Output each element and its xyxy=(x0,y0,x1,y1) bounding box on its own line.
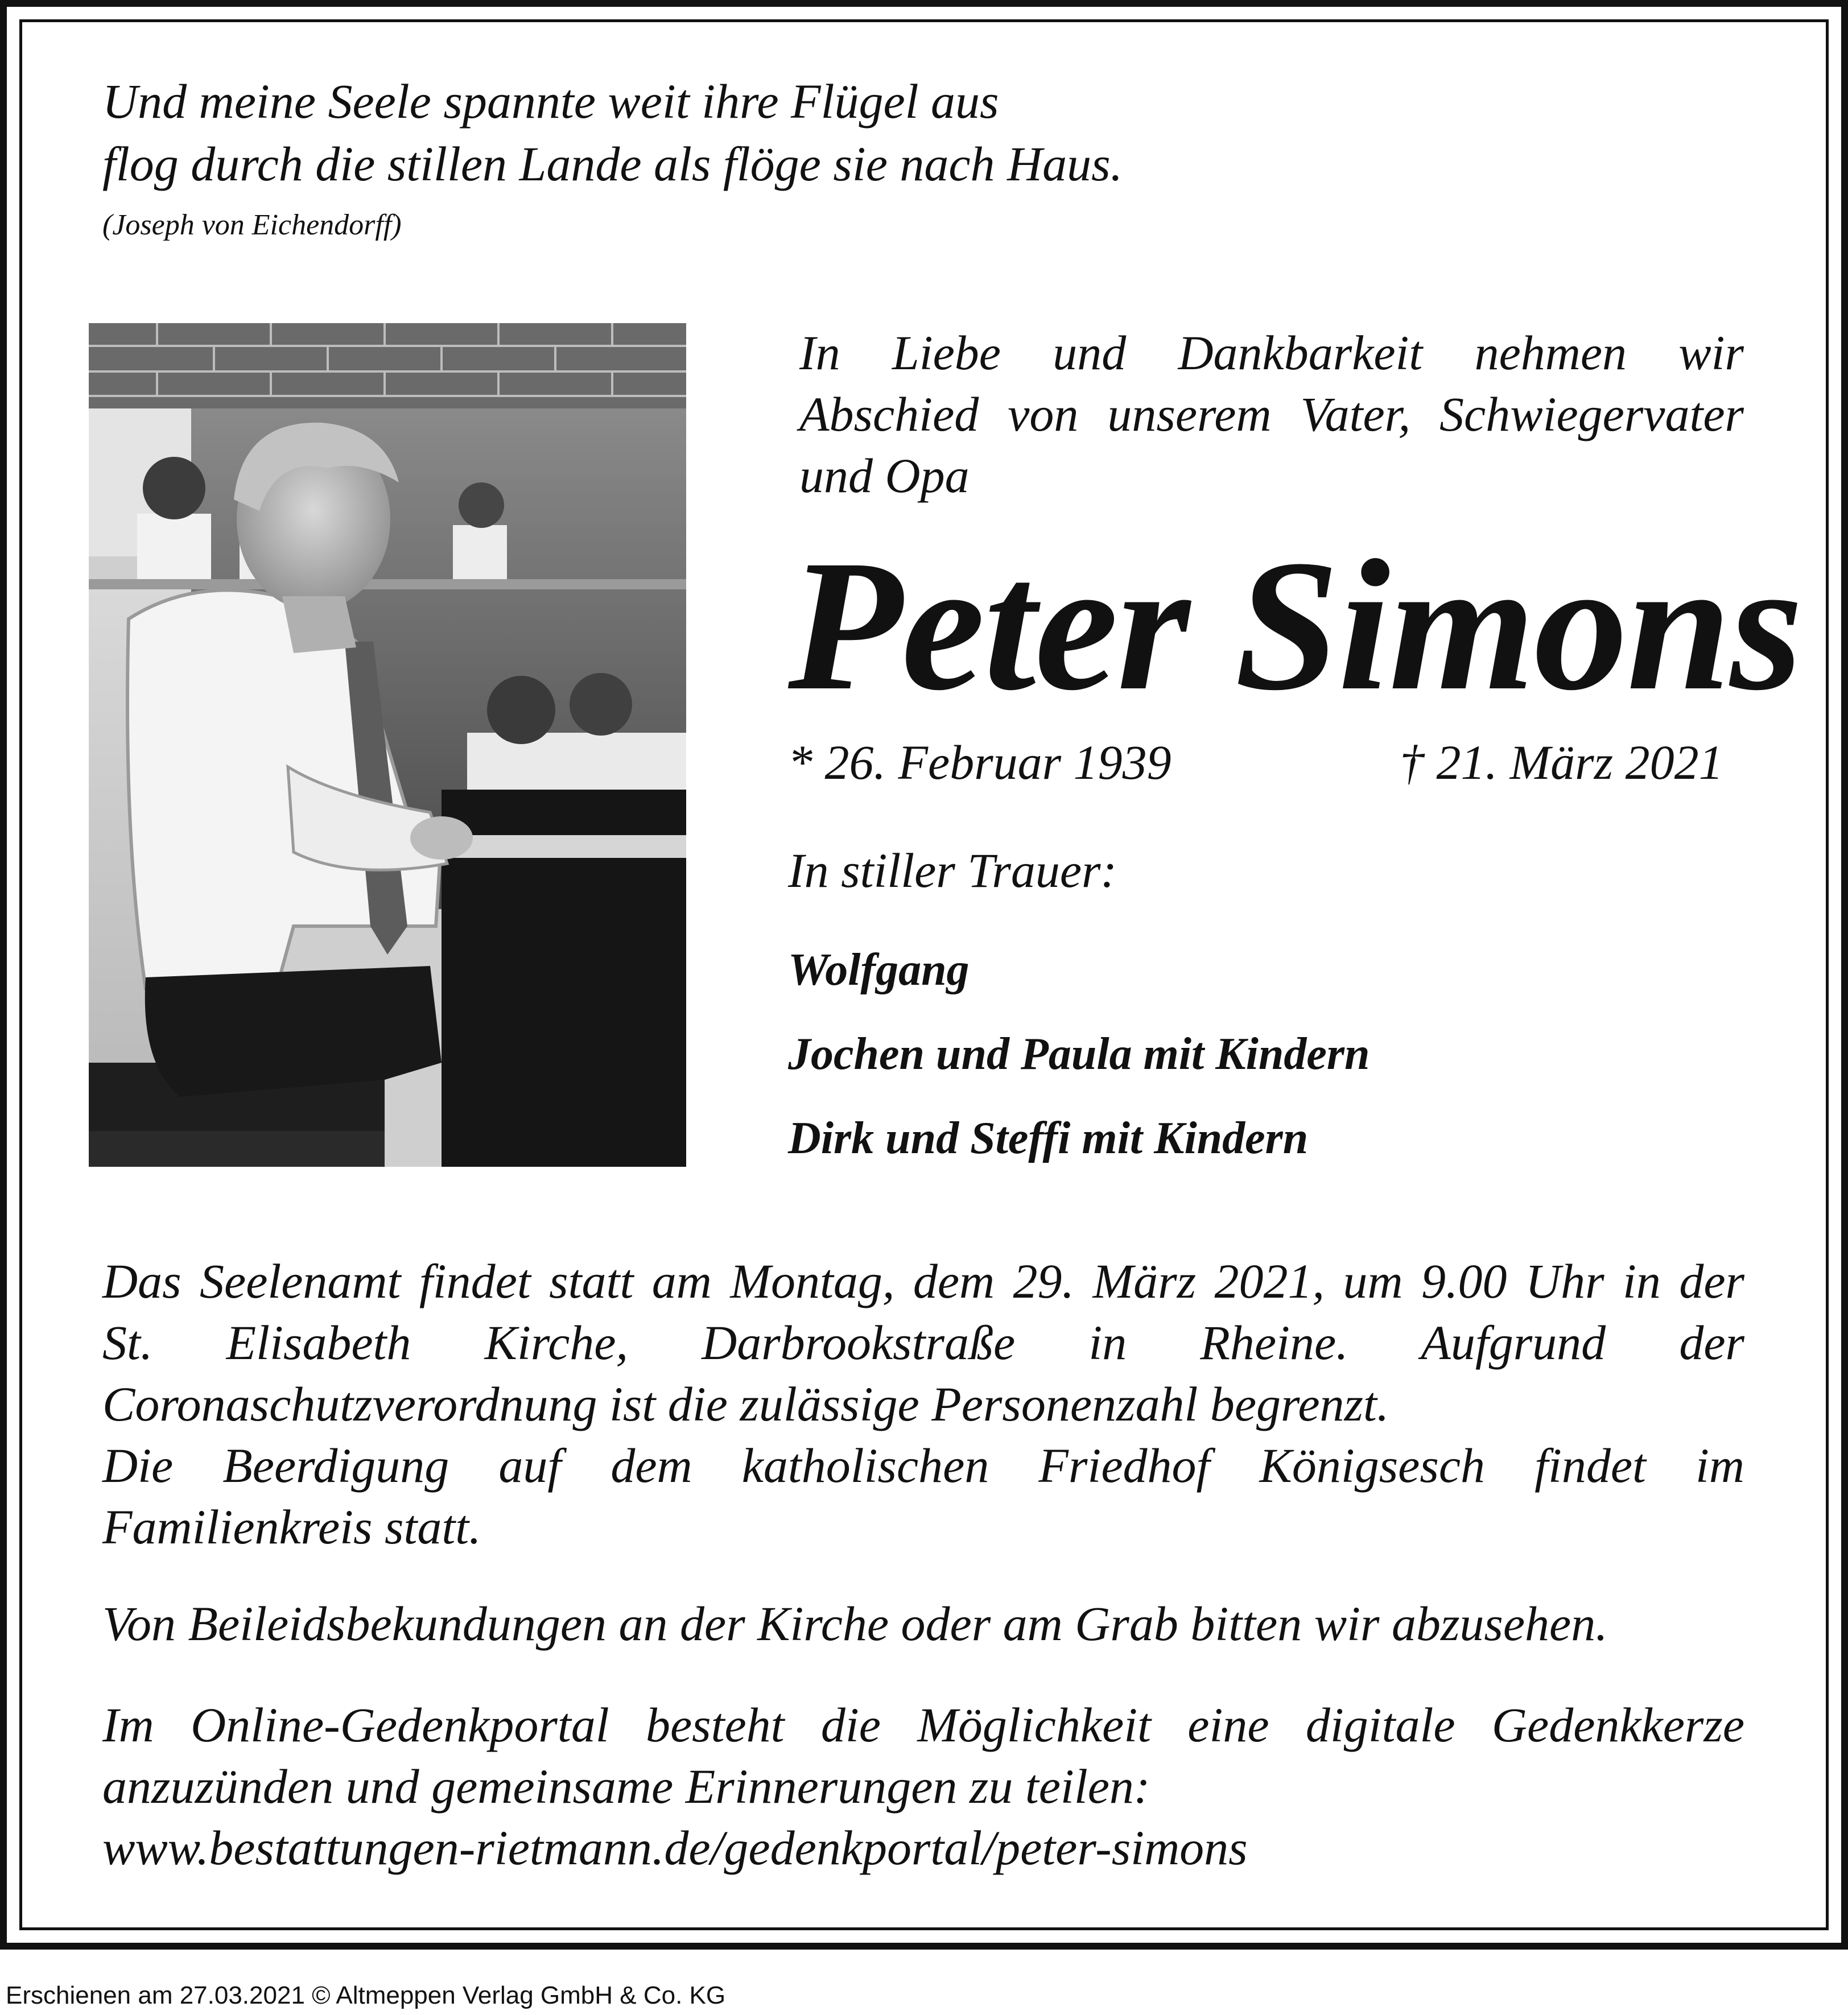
bench-shadow xyxy=(89,1131,385,1167)
poem-line-2: flog durch die stillen Lande als flöge sie nach Haus. xyxy=(102,137,1123,191)
flowers-4 xyxy=(487,676,555,744)
shelf xyxy=(89,579,686,589)
portal-line-1: Im Online-Gedenkportal besteht die Möglichkeit eine digitale Gedenkkerze xyxy=(102,1698,1744,1752)
service-line-5: Familienkreis statt. xyxy=(102,1500,481,1554)
intro-text xyxy=(799,322,1744,506)
flower-pot-1 xyxy=(137,514,211,579)
flowers-1 xyxy=(143,457,205,519)
intro-line-1: In Liebe und Dankbarkeit nehmen wir xyxy=(799,325,1744,380)
trousers xyxy=(145,966,442,1097)
publication-footer: Erschienen am 27.03.2021 © Altmeppen Verlag GmbH & Co. KG xyxy=(6,1981,726,2009)
portrait-photo-illustration xyxy=(89,323,686,1167)
mourning-label: In stiller Trauer: xyxy=(788,843,1117,898)
portal-url-link[interactable]: www.bestattungen-rietmann.de/gedenkportal/peter-simons xyxy=(102,1820,1248,1875)
flower-pot-3 xyxy=(453,525,507,579)
service-line-1: Das Seelenamt findet statt am Montag, dem 29. März 2021, um 9.00 Uhr in der xyxy=(102,1254,1744,1308)
mourner-name: Jochen und Paula mit Kindern xyxy=(788,1029,1370,1079)
poem-author: (Joseph von Eichendorff) xyxy=(102,209,402,241)
flowers-3 xyxy=(459,482,504,528)
mourner-name: Wolfgang xyxy=(788,945,970,995)
neck xyxy=(282,596,356,653)
service-line-2: St. Elisabeth Kirche, Darbrookstraße in Rheine. Aufgrund der xyxy=(102,1315,1744,1370)
birth-date: * 26. Februar 1939 xyxy=(788,735,1172,790)
service-paragraph xyxy=(102,1250,1744,1558)
flowers-5 xyxy=(570,673,632,736)
service-line-3: Coronaschutzverordnung ist die zulässige Personenzahl begrenzt. xyxy=(102,1377,1389,1431)
poem-line-1: Und meine Seele spannte weit ihre Flügel aus xyxy=(102,74,999,129)
portrait-photo xyxy=(89,323,686,1167)
mourner-name: Dirk und Steffi mit Kindern xyxy=(788,1113,1309,1163)
portal-paragraph xyxy=(102,1694,1744,1878)
deceased-name: Peter Simons xyxy=(788,522,1802,729)
intro-line-3: und Opa xyxy=(799,448,970,503)
service-line-4: Die Beerdigung auf dem katholischen Friedhof Königsesch findet im xyxy=(102,1438,1744,1493)
condolence-note: Von Beileidsbekundungen an der Kirche oder am Grab bitten wir abzusehen. xyxy=(102,1596,1608,1651)
portal-line-2: anzuzünden und gemeinsame Erinnerungen zu teilen: xyxy=(102,1759,1150,1814)
hand xyxy=(410,816,473,860)
death-date: † 21. März 2021 xyxy=(1400,735,1723,790)
intro-line-2: Abschied von unserem Vater, Schwiegervater xyxy=(799,387,1744,441)
